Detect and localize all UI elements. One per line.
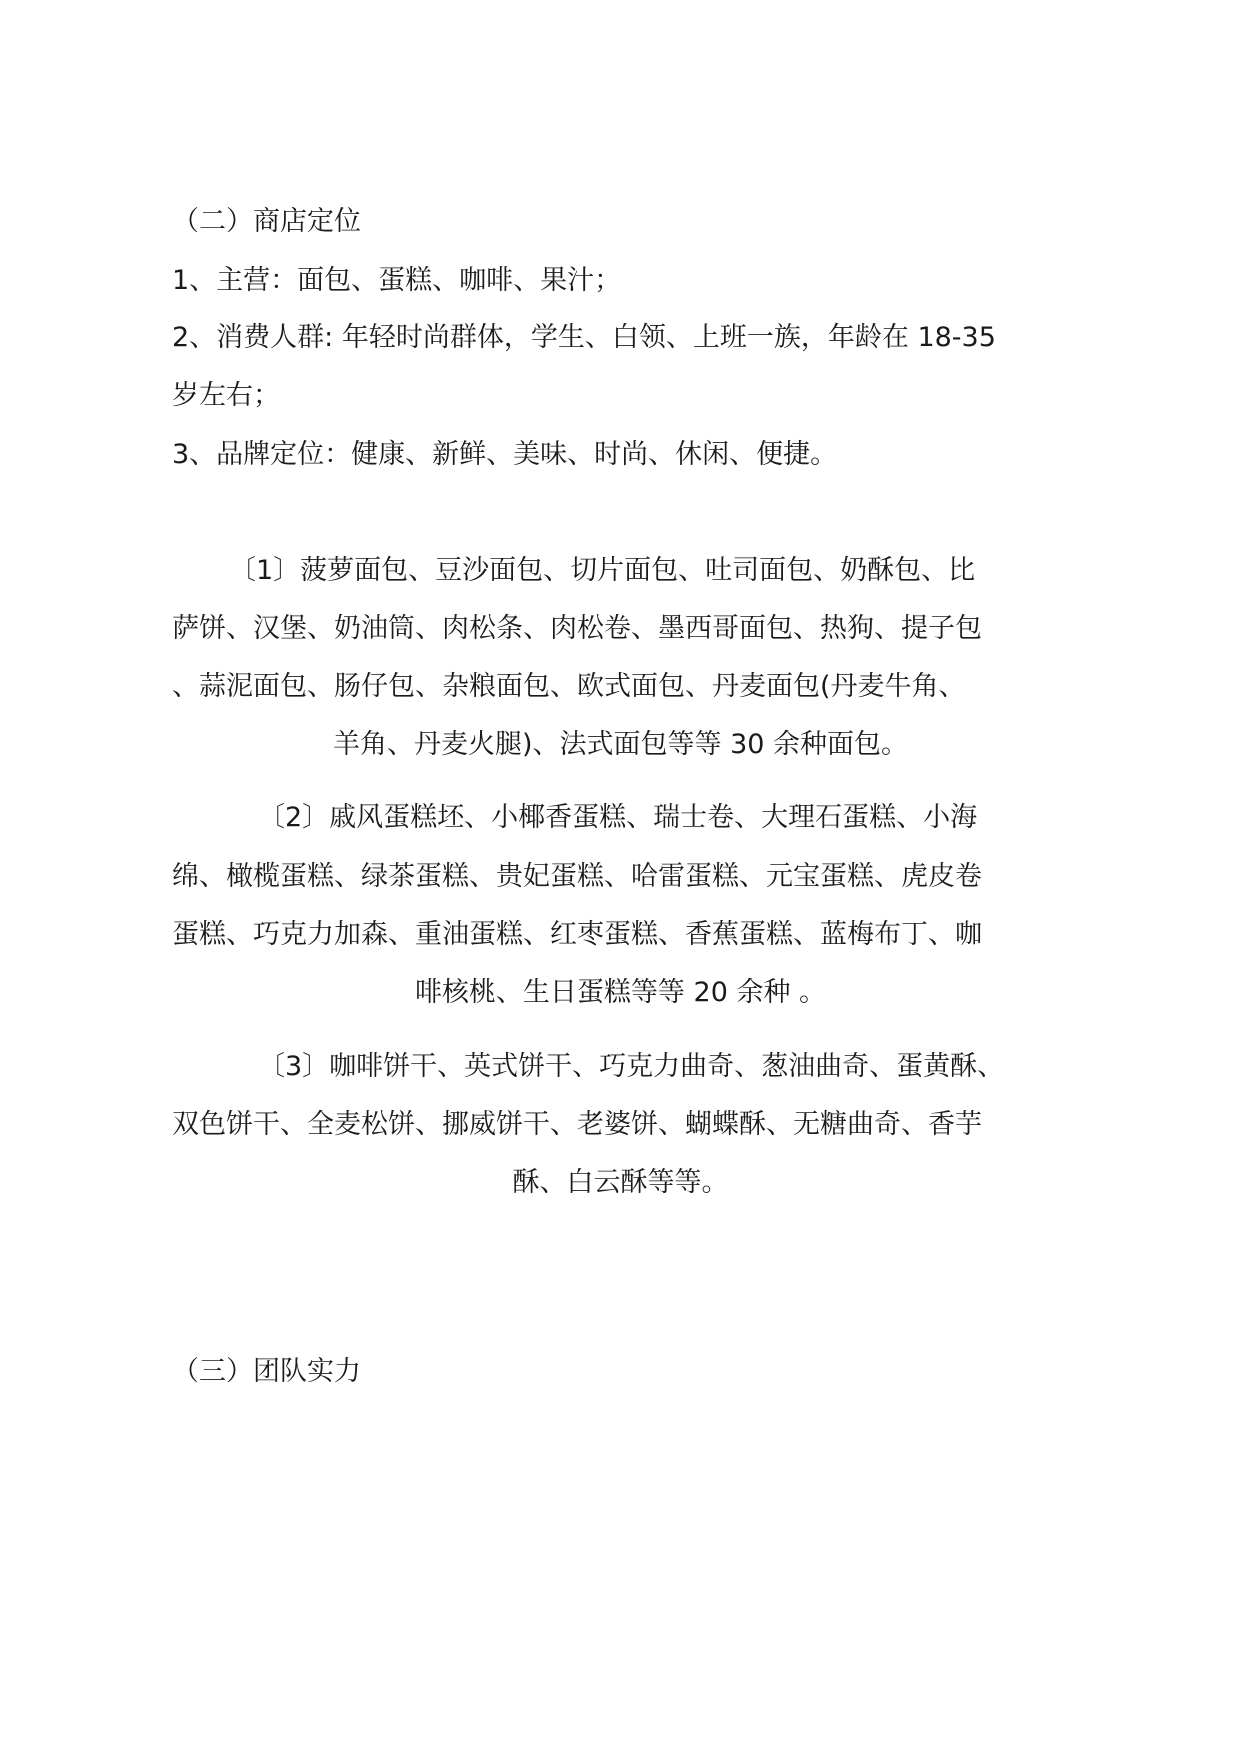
bread-list-line-2: 萨饼、汉堡、奶油筒、肉松条、肉松卷、墨西哥面包、热狗、提子包 bbox=[172, 613, 982, 644]
section-heading-team-strength: （三）团队实力 bbox=[172, 1356, 361, 1387]
bread-list-line-3: 、蒜泥面包、肠仔包、杂粮面包、欧式面包、丹麦面包(丹麦牛角、 bbox=[172, 671, 966, 702]
cake-list-line-1: 〔2〕戚风蛋糕坯、小椰香蛋糕、瑞士卷、大理石蛋糕、小海 bbox=[258, 802, 978, 833]
cake-list-line-4: 啡核桃、生日蛋糕等等 20 余种 。 bbox=[414, 977, 827, 1008]
bread-list-line-1: 〔1〕菠萝面包、豆沙面包、切片面包、吐司面包、奶酥包、比 bbox=[229, 555, 976, 586]
consumer-group-line-1: 2、消费人群: 年轻时尚群体，学生、白领、上班一族，年龄在 18-35 bbox=[172, 322, 996, 353]
section-heading-store-positioning: （二）商店定位 bbox=[172, 206, 361, 237]
main-business-line: 1、主营：面包、蛋糕、咖啡、果汁； bbox=[172, 265, 622, 296]
consumer-group-line-2: 岁左右； bbox=[172, 380, 280, 411]
cake-list-line-2: 绵、橄榄蛋糕、绿茶蛋糕、贵妃蛋糕、哈雷蛋糕、元宝蛋糕、虎皮卷 bbox=[172, 861, 982, 892]
biscuit-list-line-2: 双色饼干、全麦松饼、挪威饼干、老婆饼、蝴蝶酥、无糖曲奇、香芋 bbox=[172, 1109, 982, 1140]
cake-list-line-3: 蛋糕、巧克力加森、重油蛋糕、红枣蛋糕、香蕉蛋糕、蓝梅布丁、咖 bbox=[172, 919, 982, 950]
brand-positioning-line: 3、品牌定位：健康、新鲜、美味、时尚、休闲、便捷。 bbox=[172, 439, 838, 470]
bread-list-line-4: 羊角、丹麦火腿)、法式面包等等 30 余种面包。 bbox=[332, 729, 909, 760]
biscuit-list-line-3: 酥、白云酥等等。 bbox=[512, 1167, 729, 1198]
biscuit-list-line-1: 〔3〕咖啡饼干、英式饼干、巧克力曲奇、葱油曲奇、蛋黄酥、 bbox=[258, 1051, 1005, 1082]
